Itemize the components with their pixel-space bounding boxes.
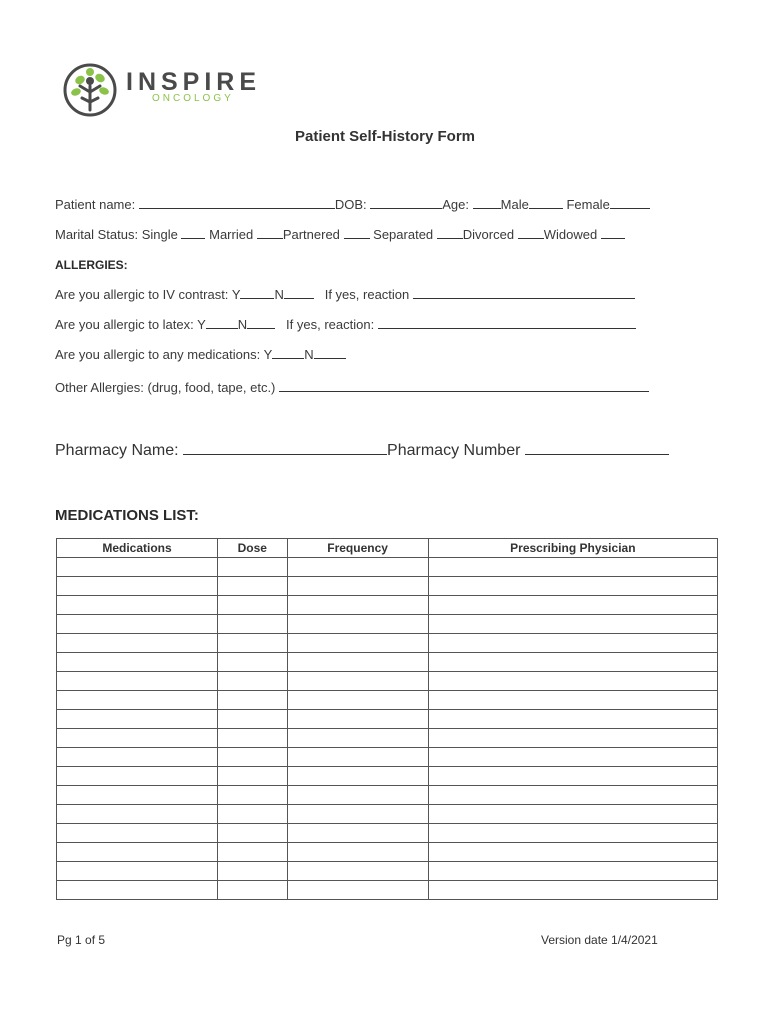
pharmacy-number-label: Pharmacy Number	[387, 442, 521, 459]
frequency-cell[interactable]	[287, 862, 428, 881]
medication-cell[interactable]	[57, 577, 218, 596]
patient-name-label: Patient name:	[55, 197, 136, 212]
medication-row	[57, 881, 718, 900]
dose-cell[interactable]	[218, 881, 287, 900]
dose-cell[interactable]	[218, 824, 287, 843]
medication-cell[interactable]	[57, 824, 218, 843]
iv-reaction-field[interactable]	[413, 286, 635, 299]
physician-cell[interactable]	[428, 843, 717, 862]
dose-cell[interactable]	[218, 748, 287, 767]
frequency-cell[interactable]	[287, 843, 428, 862]
iv-n-label: N	[274, 287, 284, 302]
medication-allergy-line	[55, 346, 346, 362]
frequency-cell[interactable]	[287, 615, 428, 634]
dose-cell[interactable]	[218, 710, 287, 729]
medication-row	[57, 805, 718, 824]
frequency-cell[interactable]	[287, 786, 428, 805]
page-number: Pg 1 of 5	[57, 933, 106, 947]
latex-n-field[interactable]	[247, 316, 275, 329]
medication-row	[57, 710, 718, 729]
single-label: Single	[141, 227, 178, 242]
dose-cell[interactable]	[218, 805, 287, 824]
dose-cell[interactable]	[218, 862, 287, 881]
dose-cell[interactable]	[218, 634, 287, 653]
dose-cell[interactable]	[218, 767, 287, 786]
marital-status-line	[55, 226, 625, 242]
frequency-cell[interactable]	[287, 653, 428, 672]
frequency-cell[interactable]	[287, 634, 428, 653]
physician-cell[interactable]	[428, 634, 717, 653]
allergies-heading: ALLERGIES:	[55, 258, 128, 272]
medication-cell[interactable]	[57, 558, 218, 577]
physician-cell[interactable]	[428, 786, 717, 805]
latex-y-field[interactable]	[206, 316, 238, 329]
meds-n-label: N	[304, 347, 314, 362]
medication-row	[57, 843, 718, 862]
medication-cell[interactable]	[57, 634, 218, 653]
dob-label: DOB:	[334, 197, 367, 212]
iv-y-label: Y	[231, 287, 241, 302]
physician-cell[interactable]	[428, 691, 717, 710]
medication-row	[57, 862, 718, 881]
pharmacy-name-field[interactable]	[183, 439, 387, 455]
female-field[interactable]	[610, 196, 650, 209]
medications-column-header: Medications	[57, 539, 218, 558]
medication-row	[57, 691, 718, 710]
physician-cell[interactable]	[428, 748, 717, 767]
dose-column-header: Dose	[218, 539, 287, 558]
widowed-label: Widowed	[543, 227, 598, 242]
frequency-cell[interactable]	[287, 596, 428, 615]
frequency-cell[interactable]	[287, 710, 428, 729]
frequency-column-header: Frequency	[287, 539, 428, 558]
patient-name-field[interactable]	[139, 196, 335, 209]
form-title: Patient Self-History Form	[294, 128, 476, 145]
partnered-label: Partnered	[282, 227, 340, 242]
dose-cell[interactable]	[218, 672, 287, 691]
iv-y-field[interactable]	[240, 286, 274, 299]
medication-allergy-question: Are you allergic to any medications:	[55, 347, 261, 362]
medication-cell[interactable]	[57, 881, 218, 900]
medication-row	[57, 748, 718, 767]
dob-field[interactable]	[370, 196, 442, 209]
physician-cell[interactable]	[428, 862, 717, 881]
medications-list-title: MEDICATIONS LIST:	[55, 507, 199, 524]
married-field[interactable]	[257, 226, 283, 239]
physician-cell[interactable]	[428, 596, 717, 615]
medication-row	[57, 672, 718, 691]
dose-cell[interactable]	[218, 596, 287, 615]
divorced-label: Divorced	[462, 227, 515, 242]
divorced-field[interactable]	[518, 226, 544, 239]
single-field[interactable]	[181, 226, 205, 239]
physician-cell[interactable]	[428, 767, 717, 786]
age-label: Age:	[442, 197, 470, 212]
physician-cell[interactable]	[428, 615, 717, 634]
medication-cell[interactable]	[57, 767, 218, 786]
dose-cell[interactable]	[218, 653, 287, 672]
medication-row	[57, 558, 718, 577]
frequency-cell[interactable]	[287, 881, 428, 900]
pharmacy-line	[55, 439, 669, 460]
female-label: Female	[566, 197, 610, 212]
dose-cell[interactable]	[218, 577, 287, 596]
dose-cell[interactable]	[218, 786, 287, 805]
separated-label: Separated	[373, 227, 434, 242]
frequency-cell[interactable]	[287, 824, 428, 843]
meds-n-field[interactable]	[314, 346, 346, 359]
medications-table	[56, 538, 718, 900]
male-label: Male	[500, 197, 529, 212]
medication-cell[interactable]	[57, 615, 218, 634]
medication-row	[57, 577, 718, 596]
medication-cell[interactable]	[57, 672, 218, 691]
medication-cell[interactable]	[57, 596, 218, 615]
iv-n-field[interactable]	[284, 286, 314, 299]
frequency-cell[interactable]	[287, 691, 428, 710]
brand-name: INSPIRE	[126, 68, 262, 96]
physician-cell[interactable]	[428, 805, 717, 824]
frequency-cell[interactable]	[287, 748, 428, 767]
medication-row	[57, 767, 718, 786]
partnered-field[interactable]	[344, 226, 370, 239]
pharmacy-number-field[interactable]	[525, 439, 669, 455]
medication-row	[57, 729, 718, 748]
medication-row	[57, 615, 718, 634]
dose-cell[interactable]	[218, 729, 287, 748]
frequency-cell[interactable]	[287, 558, 428, 577]
medication-cell[interactable]	[57, 786, 218, 805]
medications-header-row	[57, 539, 718, 558]
meds-y-label: Y	[263, 347, 273, 362]
latex-n-label: N	[237, 317, 248, 332]
physician-cell[interactable]	[428, 729, 717, 748]
frequency-cell[interactable]	[287, 577, 428, 596]
separated-field[interactable]	[437, 226, 463, 239]
physician-cell[interactable]	[428, 653, 717, 672]
physician-cell[interactable]	[428, 710, 717, 729]
frequency-cell[interactable]	[287, 672, 428, 691]
latex-reaction-field[interactable]	[378, 316, 636, 329]
meds-y-field[interactable]	[272, 346, 304, 359]
latex-y-label: Y	[197, 317, 206, 332]
dose-cell[interactable]	[218, 615, 287, 634]
widowed-field[interactable]	[601, 226, 625, 239]
married-label: Married	[209, 227, 254, 242]
dose-cell[interactable]	[218, 558, 287, 577]
latex-line	[55, 316, 636, 332]
medication-cell[interactable]	[57, 691, 218, 710]
dose-cell[interactable]	[218, 843, 287, 862]
iv-contrast-question: Are you allergic to IV contrast:	[55, 287, 229, 302]
medication-cell[interactable]	[57, 862, 218, 881]
physician-cell[interactable]	[428, 672, 717, 691]
prescribing-physician-column-header: Prescribing Physician	[428, 539, 717, 558]
age-field[interactable]	[473, 196, 501, 209]
frequency-cell[interactable]	[287, 767, 428, 786]
medication-cell[interactable]	[57, 843, 218, 862]
patient-info-line	[55, 196, 650, 212]
medication-cell[interactable]	[57, 748, 218, 767]
other-allergies-label: Other Allergies: (drug, food, tape, etc.)	[55, 380, 276, 395]
physician-cell[interactable]	[428, 881, 717, 900]
other-allergies-line	[55, 379, 649, 395]
medication-row	[57, 824, 718, 843]
medication-cell[interactable]	[57, 805, 218, 824]
medication-cell[interactable]	[57, 710, 218, 729]
dose-cell[interactable]	[218, 691, 287, 710]
medication-row	[57, 786, 718, 805]
physician-cell[interactable]	[428, 824, 717, 843]
iv-contrast-line	[55, 286, 635, 302]
iv-if-yes-label: If yes, reaction	[324, 287, 410, 302]
frequency-cell[interactable]	[287, 805, 428, 824]
other-allergies-field[interactable]	[279, 379, 649, 392]
latex-if-yes-label: If yes, reaction:	[286, 317, 375, 332]
medication-cell[interactable]	[57, 653, 218, 672]
version-date: Version date 1/4/2021	[541, 933, 658, 947]
brand-subtitle: ONCOLOGY	[152, 93, 234, 104]
medication-row	[57, 596, 718, 615]
male-field[interactable]	[529, 196, 563, 209]
physician-cell[interactable]	[428, 558, 717, 577]
marital-label: Marital Status:	[55, 227, 139, 242]
medication-row	[57, 634, 718, 653]
medication-cell[interactable]	[57, 729, 218, 748]
physician-cell[interactable]	[428, 577, 717, 596]
medication-row	[57, 653, 718, 672]
latex-question: Are you allergic to latex:	[55, 317, 194, 332]
pharmacy-name-label: Pharmacy Name:	[55, 442, 179, 459]
frequency-cell[interactable]	[287, 729, 428, 748]
tree-icon	[65, 65, 115, 115]
